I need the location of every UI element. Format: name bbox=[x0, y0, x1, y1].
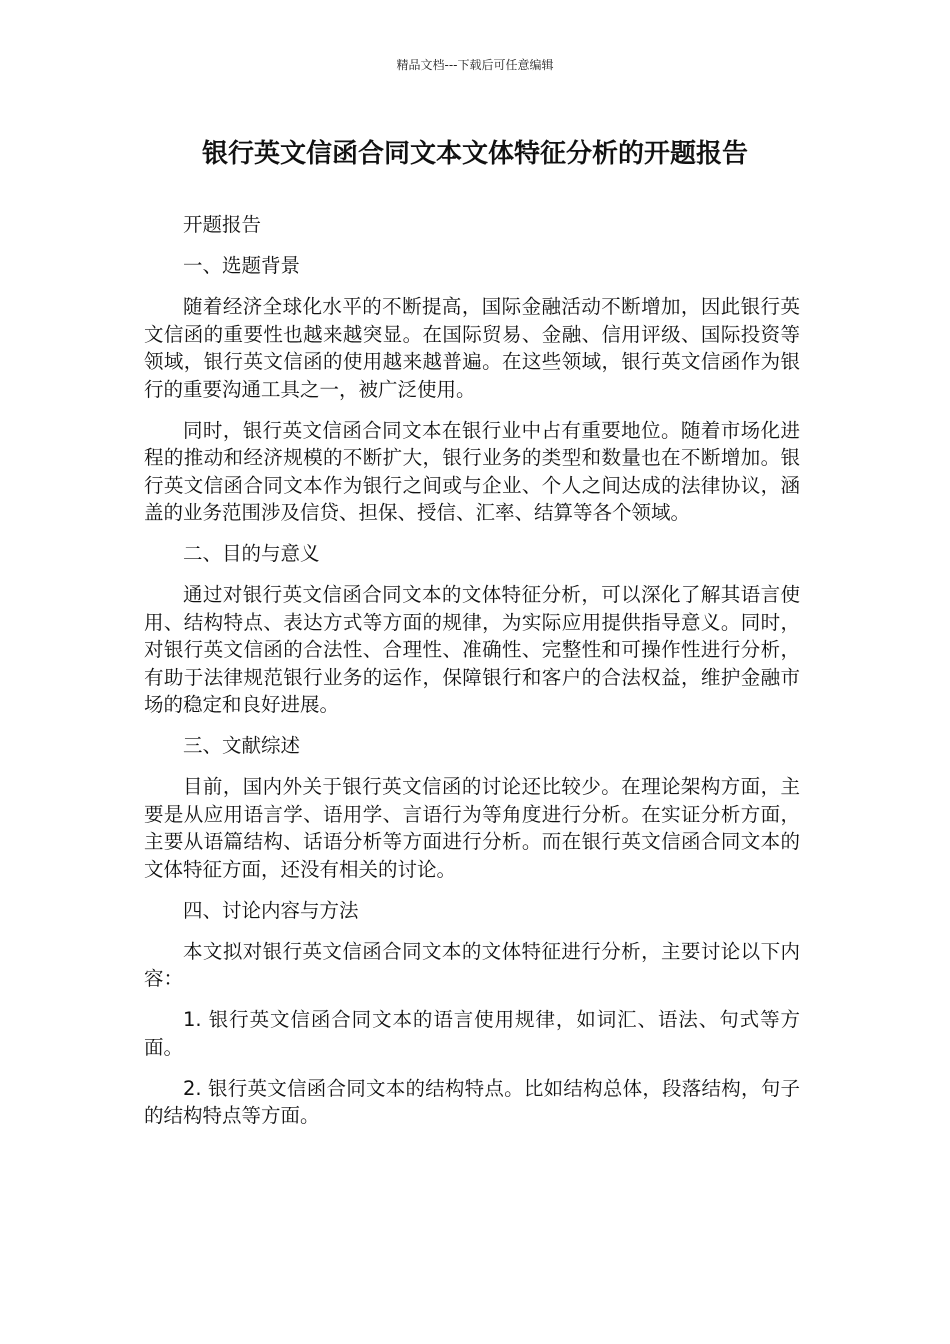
paragraph-background-1: 随着经济全球化水平的不断提高，国际金融活动不断增加，因此银行英文信函的重要性也越来越突显。在国际贸易、金融、信用评级、国际投资等领域，银行英文信函的使用越来越普遍。在这些领域，银行英文信函作为银行的重要沟通工具之一，被广泛使用。 bbox=[144, 295, 800, 401]
paragraph-content-intro: 本文拟对银行英文信函合同文本的文体特征进行分析，主要讨论以下内容： bbox=[144, 939, 800, 990]
paragraph-purpose: 通过对银行英文信函合同文本的文体特征分析，可以深化了解其语言使用、结构特点、表达方式等方面的规律，为实际应用提供指导意义。同时，对银行英文信函的合法性、合理性、准确性、完整性和可操作性进行分析，有助于法律规范银行业务的运作，保障银行和客户的合法权益，维护金融市场的稳定和良好进展。 bbox=[144, 583, 800, 716]
section-heading-literature: 三、文献综述 bbox=[183, 734, 301, 757]
section-heading-background: 一、选题背景 bbox=[183, 254, 301, 277]
list-item-1: 1. 银行英文信函合同文本的语言使用规律，如词汇、语法、句式等方面。 bbox=[144, 1008, 800, 1059]
report-label: 开题报告 bbox=[183, 213, 262, 236]
paragraph-literature: 目前，国内外关于银行英文信函的讨论还比较少。在理论架构方面，主要是从应用语言学、语用学、言语行为等角度进行分析。在实证分析方面，主要从语篇结构、话语分析等方面进行分析。而在银行英文信函合同文本的文体特征方面，还没有相关的讨论。 bbox=[144, 775, 800, 881]
section-heading-purpose: 二、目的与意义 bbox=[183, 542, 320, 565]
paragraph-background-2: 同时，银行英文信函合同文本在银行业中占有重要地位。随着市场化进程的推动和经济规模的不断扩大，银行业务的类型和数量也在不断增加。银行英文信函合同文本作为银行之间或与企业、个人之间达成的法律协议，涵盖的业务范围涉及信贷、担保、授信、汇率、结算等各个领域。 bbox=[144, 418, 800, 524]
header-note: 精品文档---下载后可任意编辑 bbox=[396, 58, 554, 72]
section-heading-content-method: 四、讨论内容与方法 bbox=[183, 898, 359, 922]
document-title: 银行英文信函合同文本文体特征分析的开题报告 bbox=[201, 139, 748, 169]
document-body bbox=[144, 211, 800, 1143]
list-item-2: 2. 银行英文信函合同文本的结构特点。比如结构总体，段落结构，句子的结构特点等方面。 bbox=[144, 1076, 800, 1127]
